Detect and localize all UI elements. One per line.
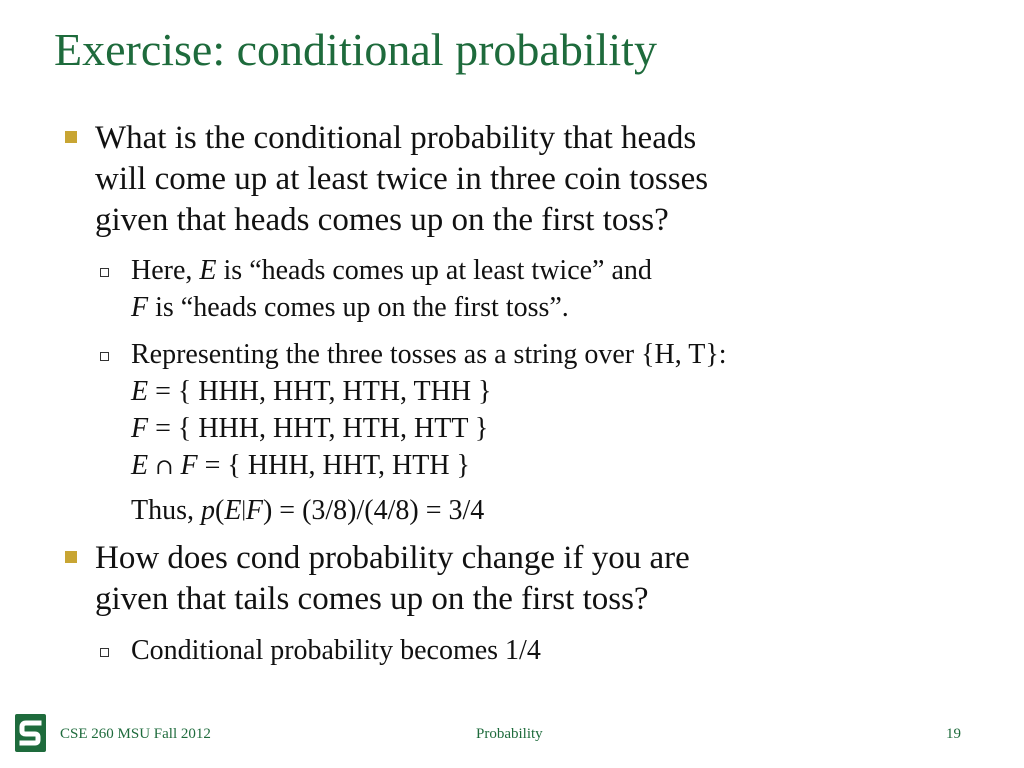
variable-e: E xyxy=(131,376,149,407)
variable-f: F xyxy=(131,413,149,444)
hollow-square-bullet-icon xyxy=(100,352,109,361)
text: ( xyxy=(215,495,225,526)
bullet-question-1 xyxy=(95,118,955,241)
set-e-line xyxy=(131,373,951,410)
set-intersection-line xyxy=(131,447,951,486)
sub-bullet-line xyxy=(131,252,951,289)
variable-f: F xyxy=(245,495,263,526)
footer-topic: Probability xyxy=(476,726,543,742)
text: is “heads comes up at least twice” and xyxy=(216,255,652,286)
variable-e: E xyxy=(199,255,217,286)
sub-bullet-answer xyxy=(131,632,951,669)
set-e: = { HHH, HHT, HTH, THH } xyxy=(148,376,492,407)
text: is “heads comes up on the first toss”. xyxy=(148,292,569,323)
set-intersection: = { HHH, HHT, HTH } xyxy=(197,450,470,481)
square-bullet-icon xyxy=(65,551,77,563)
slide-title: Exercise: conditional probability xyxy=(54,24,657,75)
thus-line xyxy=(131,492,484,530)
bullet-line: will come up at least twice in three coin tosses xyxy=(95,161,709,197)
sub-bullet-definitions xyxy=(131,252,951,326)
msu-spartan-logo-icon xyxy=(15,714,46,752)
text: Thus, xyxy=(131,495,201,526)
hollow-square-bullet-icon xyxy=(100,648,109,657)
hollow-square-bullet-icon xyxy=(100,268,109,277)
footer-course: CSE 260 MSU Fall 2012 xyxy=(60,726,211,742)
given-bar: | xyxy=(241,496,246,521)
sub-bullet-sets xyxy=(131,336,951,486)
sub-bullet-line xyxy=(131,289,951,326)
text: ) = (3/8)/(4/8) = 3/4 xyxy=(262,495,485,526)
bullet-line: given that tails comes up on the first toss? xyxy=(95,581,649,617)
bullet-line: How does cond probability change if you are xyxy=(95,540,690,576)
set-f: = { HHH, HHT, HTH, HTT } xyxy=(148,413,489,444)
bullet-line: given that heads comes up on the first toss? xyxy=(95,202,669,238)
variable-e: E xyxy=(131,450,149,481)
footer-page-number: 19 xyxy=(946,726,961,742)
intersection-symbol: ∩ xyxy=(148,455,181,480)
sub-bullet-line: Conditional probability becomes 1/4 xyxy=(131,635,541,666)
variable-e: E xyxy=(224,495,242,526)
set-f-line xyxy=(131,410,951,447)
variable-f: F xyxy=(131,292,149,323)
text: Here, xyxy=(131,255,200,286)
square-bullet-icon xyxy=(65,131,77,143)
variable-f: F xyxy=(180,450,198,481)
variable-p: p xyxy=(201,495,215,526)
bullet-line: What is the conditional probability that heads xyxy=(95,120,697,156)
sub-bullet-line: Representing the three tosses as a string over {H, T}: xyxy=(131,339,727,370)
bullet-question-2 xyxy=(95,538,955,620)
